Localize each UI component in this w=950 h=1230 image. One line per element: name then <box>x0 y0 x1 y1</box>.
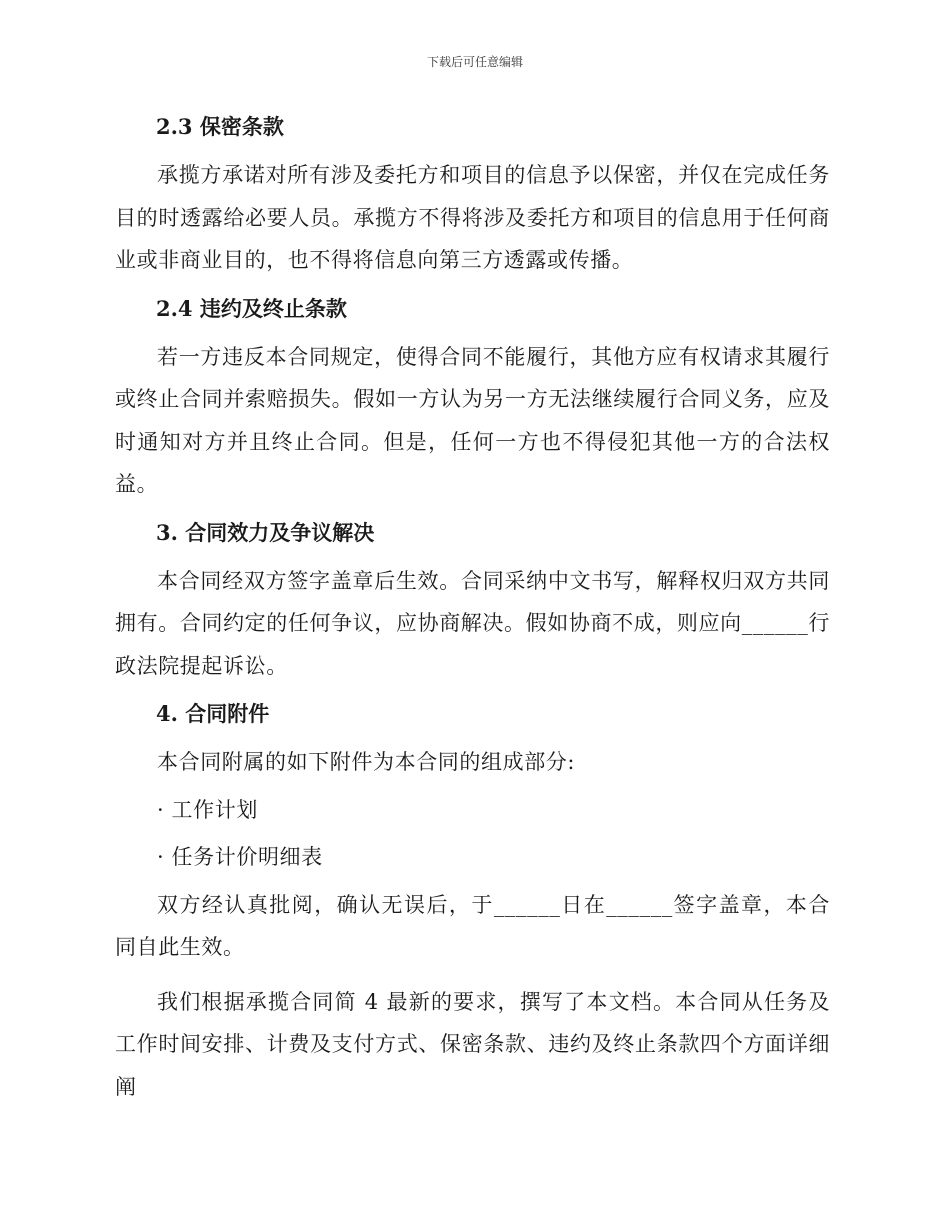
page-header: 下载后可任意编辑 <box>426 55 523 69</box>
paragraph-confidentiality: 承揽方承诺对所有涉及委托方和项目的信息予以保密，并仅在完成任务目的时透露给必要人员。承揽方不得将涉及委托方和项目的信息用于任何商业或非商业目的，也不得将信息向第三方透露或传播。 <box>115 163 830 272</box>
paragraph-validity: 本合同经双方签字盖章后生效。合同采纳中文书写，解释权归双方共同拥有。合同约定的任何争议，应协商解决。假如协商不成，则应向______行政法院提起诉讼。 <box>115 568 830 678</box>
document-body <box>115 108 830 1108</box>
section-heading-attachments: 4. 合同附件 <box>156 701 270 726</box>
paragraph-closing: 我们根据承揽合同简 4 最新的要求，撰写了本文档。本合同从任务及工作时间安排、计费及支付方式、保密条款、违约及终止条款四个方面详细阐 <box>115 989 830 1099</box>
list-item-pricing-schedule: · 任务计价明细表 <box>157 845 323 869</box>
paragraph-confirmation: 双方经认真批阅，确认无误后，于______日在______签字盖章，本合同自此生效。 <box>115 892 830 959</box>
paragraph-attachments-intro: 本合同附属的如下附件为本合同的组成部分: <box>157 750 576 774</box>
list-item-work-plan: · 工作计划 <box>157 797 258 822</box>
paragraph-breach: 若一方违反本合同规定，使得合同不能履行，其他方应有权请求其履行或终止合同并索赔损失。假如一方认为另一方无法继续履行合同义务，应及时通知对方并且终止合同。但是，任何一方也不得侵犯其他一方的合法权益。 <box>115 344 830 496</box>
section-heading-confidentiality: 2.3 保密条款 <box>156 114 284 139</box>
section-heading-validity: 3. 合同效力及争议解决 <box>156 519 375 545</box>
section-heading-breach: 2.4 违约及终止条款 <box>156 295 347 321</box>
